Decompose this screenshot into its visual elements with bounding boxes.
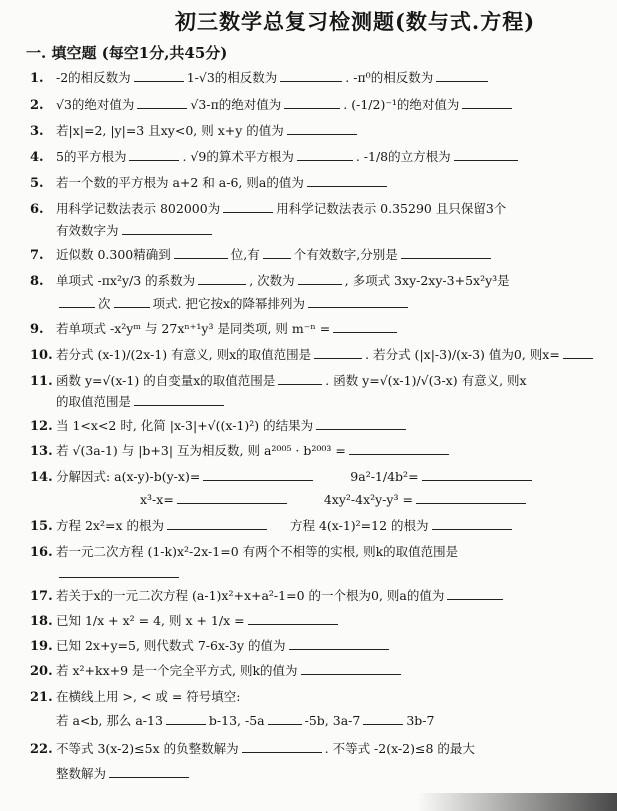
answer-blank — [167, 518, 267, 530]
question-number: 22. — [30, 742, 53, 757]
question-line — [30, 663, 404, 680]
question-line — [30, 97, 515, 114]
answer-blank — [401, 247, 491, 259]
question-text: . -π⁰的相反数为 — [345, 70, 434, 85]
question-line — [56, 566, 182, 582]
question-text: 不等式 3(x-2)≤5x 的负整数解为 — [56, 741, 239, 756]
answer-blank — [134, 394, 224, 406]
question-text: 9a²-1/4b²= — [350, 469, 419, 484]
question-line — [140, 492, 529, 508]
question-number: 5. — [30, 176, 44, 191]
question-text: 若一元二次方程 (1-k)x²-2x-1=0 有两个不相等的实根, 则k的取值范围是 — [56, 544, 459, 559]
question-text: -2的相反数为 — [56, 70, 131, 85]
question-text: 次 — [98, 296, 111, 311]
question-line — [56, 394, 227, 410]
question-text: 若一个数的平方根为 a+2 和 a-6, 则a的值为 — [56, 175, 304, 190]
question-text: 函数 y=√(x-1) 的自变量x的取值范围是 — [56, 373, 276, 388]
question-text: 个有效数字,分别是 — [293, 247, 398, 262]
question-text: . 不等式 -2(x-2)≤8 的最大 — [324, 741, 475, 756]
question-line — [30, 613, 341, 630]
question-line — [56, 296, 411, 312]
answer-blank — [314, 347, 362, 359]
answer-blank — [462, 97, 512, 109]
question-number: 3. — [30, 124, 44, 139]
question-line — [30, 373, 527, 390]
question-text: 的取值范围是 — [56, 394, 132, 409]
question-line — [30, 201, 506, 218]
answer-blank — [223, 201, 273, 213]
question-text: 分解因式: a(x-y)-b(y-x)= — [56, 469, 201, 484]
question-text: . 若分式 (|x|-3)/(x-3) 值为0, 则x= — [365, 347, 560, 362]
answer-blank — [422, 469, 532, 481]
answer-blank — [284, 97, 340, 109]
answer-blank — [454, 149, 518, 161]
question-text: 在横线上用 >, < 或 = 符号填空: — [56, 689, 241, 704]
question-number: 16. — [30, 545, 53, 560]
question-text: 当 1<x<2 时, 化简 |x-3|+√((x-1)²) 的结果为 — [56, 418, 314, 433]
answer-blank — [436, 70, 488, 82]
answer-blank — [134, 70, 184, 82]
page-title: 初三数学总复习检测题(数与式.方程) — [175, 9, 536, 34]
answer-blank — [289, 638, 389, 650]
answer-blank — [177, 492, 287, 504]
answer-blank — [122, 223, 212, 235]
question-number: 4. — [30, 150, 44, 165]
answer-blank — [298, 273, 342, 285]
question-text: 若 √(3a-1) 与 |b+3| 互为相反数, 则 a²⁰⁰⁵ · b²⁰⁰³ = — [56, 443, 346, 458]
question-number: 8. — [30, 274, 44, 289]
answer-blank — [297, 149, 353, 161]
answer-blank — [268, 713, 302, 725]
question-number: 12. — [30, 419, 53, 434]
question-text: , 次数为 — [249, 273, 295, 288]
question-number: 13. — [30, 444, 53, 459]
question-number: 10. — [30, 348, 53, 363]
question-line — [30, 149, 521, 166]
question-text: 位,有 — [230, 247, 260, 262]
answer-blank — [307, 175, 387, 187]
question-text: 用科学记数法表示 0.35290 且只保留3个 — [276, 201, 507, 216]
answer-blank — [129, 149, 179, 161]
section-heading: 一. 填空题 (每空1分,共45分) — [26, 44, 228, 62]
question-text: 项式. 把它按x的降幂排列为 — [152, 296, 306, 311]
question-line — [30, 689, 240, 706]
question-number: 7. — [30, 248, 44, 263]
question-text: . (-1/2)⁻¹的绝对值为 — [343, 97, 460, 112]
answer-blank — [278, 373, 322, 385]
page-shadow-corner — [417, 793, 617, 811]
question-text: 3b-7 — [406, 713, 435, 728]
question-number: 15. — [30, 519, 53, 534]
question-number: 20. — [30, 664, 53, 679]
question-text: -5b, 3a-7 — [304, 713, 361, 728]
question-line — [30, 544, 458, 561]
question-number: 18. — [30, 614, 53, 629]
question-line — [30, 70, 491, 87]
answer-blank — [301, 663, 401, 675]
question-line — [30, 638, 392, 655]
question-text: 方程 4(x-1)²=12 的根为 — [289, 518, 429, 533]
question-number: 14. — [30, 470, 53, 485]
answer-blank — [333, 321, 397, 333]
question-text: x³-x= — [140, 492, 174, 507]
question-text: 5的平方根为 — [56, 149, 127, 164]
answer-blank — [109, 766, 189, 778]
question-line — [30, 123, 360, 140]
question-line — [56, 713, 434, 729]
question-number: 2. — [30, 98, 44, 113]
question-text: 若关于x的一元二次方程 (a-1)x²+x+a²-1=0 的一个根为0, 则a的值为 — [56, 588, 445, 603]
question-text: . 函数 y=√(x-1)/√(3-x) 有意义, 则x — [325, 373, 527, 388]
question-number: 6. — [30, 202, 44, 217]
answer-blank — [59, 566, 179, 578]
question-number: 11. — [30, 374, 53, 389]
answer-blank — [349, 443, 449, 455]
question-text: 若分式 (x-1)/(2x-1) 有意义, 则x的取值范围是 — [56, 347, 312, 362]
question-line — [30, 175, 390, 192]
question-text: √3-π的绝对值为 — [190, 97, 282, 112]
question-text: . -1/8的立方根为 — [355, 149, 451, 164]
question-number: 17. — [30, 589, 53, 604]
question-text: 若单项式 -x²yᵐ 与 27xⁿ⁺¹y³ 是同类项, 则 m⁻ⁿ = — [56, 321, 331, 336]
question-text: 若 x²+kx+9 是一个完全平方式, 则k的值为 — [56, 663, 298, 678]
question-text: 若|x|=2, |y|=3 且xy<0, 则 x+y 的值为 — [56, 123, 284, 138]
question-text: 若 a<b, 那么 a-13 — [56, 713, 163, 728]
question-text: 用科学记数法表示 802000为 — [56, 201, 221, 216]
answer-blank — [280, 70, 342, 82]
question-line — [56, 223, 215, 239]
question-line — [56, 766, 192, 782]
question-line — [30, 347, 596, 364]
question-text: 方程 2x²=x 的根为 — [56, 518, 164, 533]
question-number: 9. — [30, 322, 44, 337]
answer-blank — [447, 588, 503, 600]
question-line — [30, 418, 409, 435]
answer-blank — [263, 247, 291, 259]
question-line — [30, 588, 506, 605]
question-line — [30, 247, 494, 264]
question-text: 已知 2x+y=5, 则代数式 7-6x-3y 的值为 — [56, 638, 286, 653]
question-line — [30, 273, 510, 290]
answer-blank — [287, 123, 357, 135]
question-text: 已知 1/x + x² = 4, 则 x + 1/x = — [56, 613, 245, 628]
question-text: 近似数 0.300精确到 — [56, 247, 171, 262]
question-number: 1. — [30, 71, 44, 86]
answer-blank — [563, 347, 593, 359]
question-text: 有效数字为 — [56, 223, 119, 238]
answer-blank — [363, 713, 403, 725]
answer-blank — [59, 296, 95, 308]
answer-blank — [174, 247, 228, 259]
answer-blank — [248, 613, 338, 625]
answer-blank — [114, 296, 150, 308]
answer-blank — [308, 296, 408, 308]
answer-blank — [316, 418, 406, 430]
question-line — [30, 469, 535, 486]
answer-blank — [198, 273, 246, 285]
answer-blank — [166, 713, 206, 725]
question-line — [30, 443, 452, 460]
answer-blank — [137, 97, 187, 109]
question-text: 单项式 -πx²y/3 的系数为 — [56, 273, 196, 288]
answer-blank — [242, 741, 322, 753]
question-text: √3的绝对值为 — [56, 97, 135, 112]
answer-blank — [416, 492, 526, 504]
answer-blank — [203, 469, 313, 481]
question-line — [30, 741, 475, 758]
question-text: . √9的算术平方根为 — [182, 149, 294, 164]
question-line — [30, 518, 515, 535]
question-text: 整数解为 — [56, 766, 107, 781]
question-number: 21. — [30, 690, 53, 705]
question-text: 1-√3的相反数为 — [186, 70, 278, 85]
question-line — [30, 321, 400, 338]
question-text: , 多项式 3xy-2xy-3+5x²y³是 — [344, 273, 510, 288]
question-number: 19. — [30, 639, 53, 654]
answer-blank — [432, 518, 512, 530]
question-text: b-13, -5a — [208, 713, 265, 728]
question-text: 4xy²-4x²y-y³ = — [323, 492, 413, 507]
